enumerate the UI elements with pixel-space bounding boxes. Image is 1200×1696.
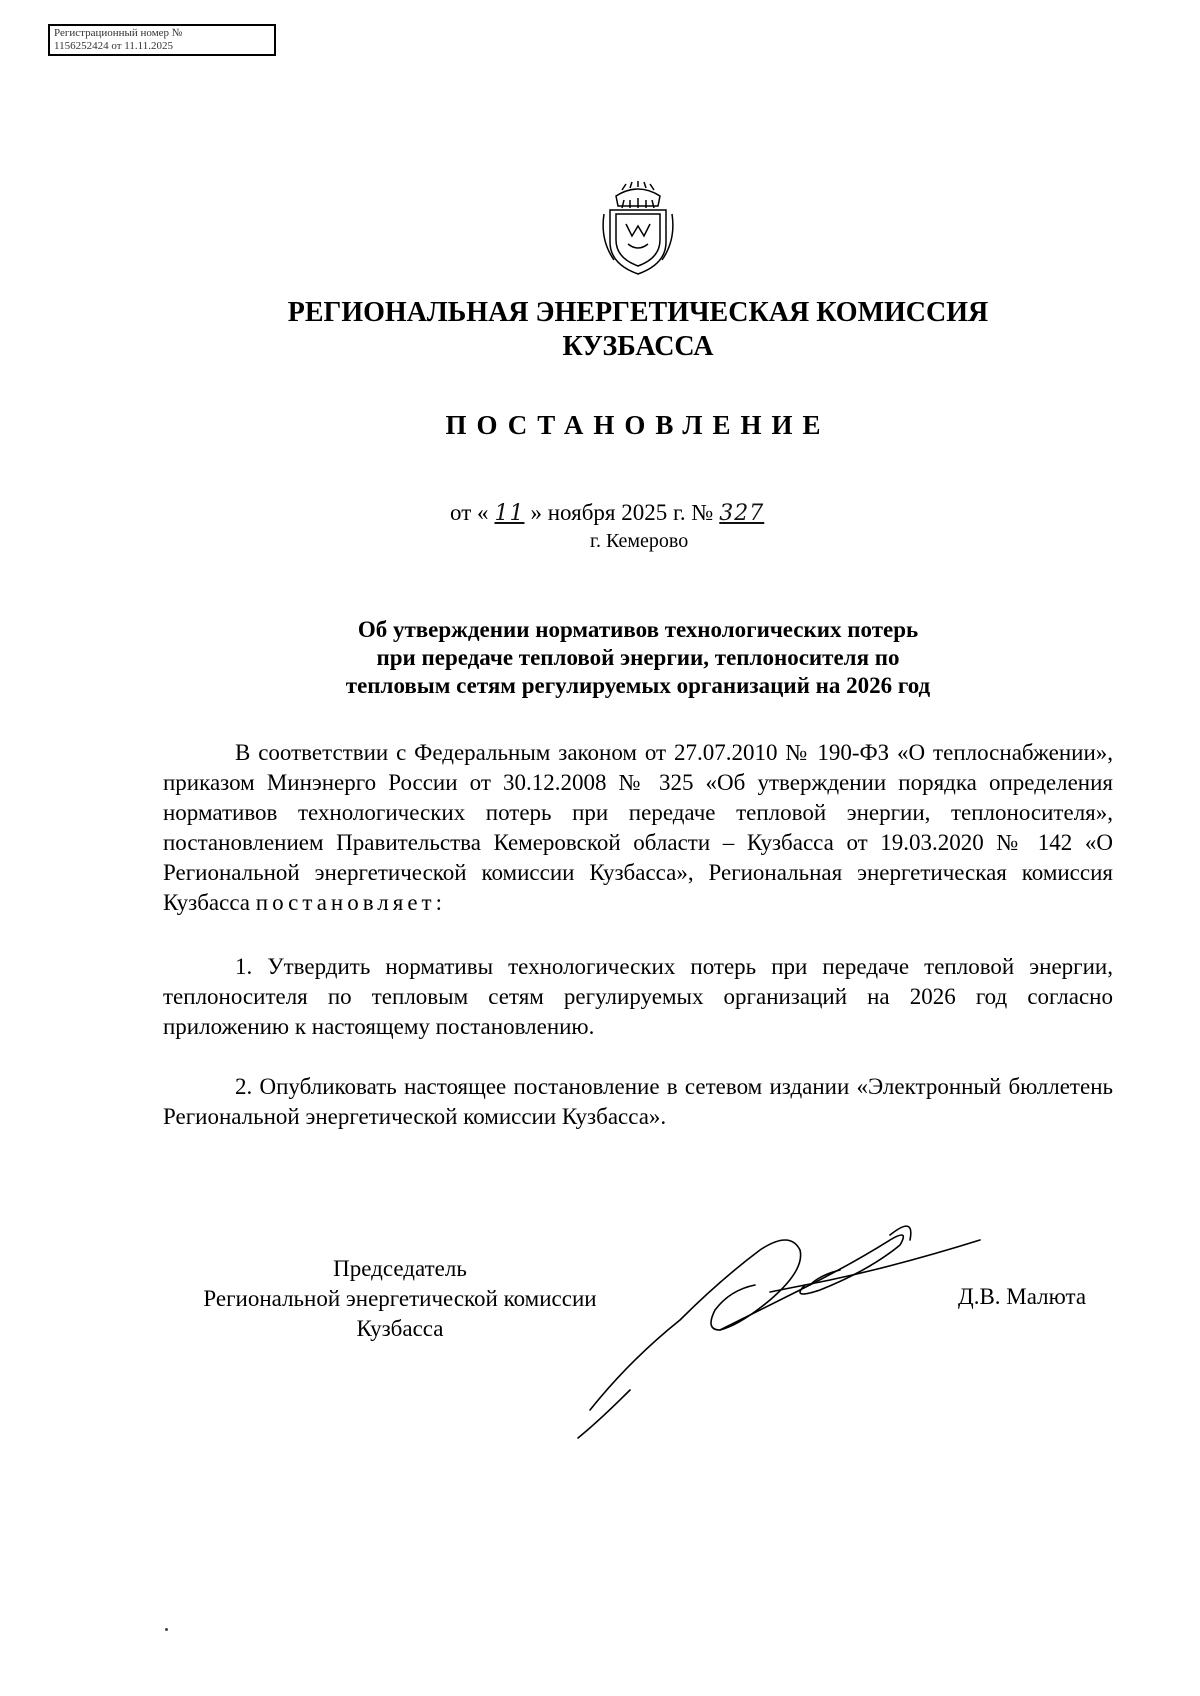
document-title-line3: тепловым сетям регулируемых организаций на 2026 год: [345, 673, 931, 698]
kuzbass-coat-of-arms-icon: [596, 180, 680, 276]
preamble-text: В соответствии с Федеральным законом от 27.07.2010 № 190-ФЗ «О теплоснабжении», приказом Минэнерго России от 30.12.2008 № 325 «Об утверждении порядка определения нормативов технологических потерь при передаче тепловой энергии, теплоносителя», постановлением Правительства Кемеровской области – Кузбасса от 19.03.2020 № 142 «О Региональной энергетической комиссии Кузбасса», Региональная энергетическая комиссия Кузбасса: [163, 740, 1113, 915]
preamble-paragraph: [163, 738, 1113, 918]
handwritten-signature: [570, 1210, 1040, 1460]
organization-name-line1: РЕГИОНАЛЬНАЯ ЭНЕРГЕТИЧЕСКАЯ КОМИССИЯ: [287, 297, 989, 328]
organization-name-line2: КУЗБАССА: [562, 331, 714, 362]
registration-stamp: [48, 24, 276, 56]
signatory-position-line2: Региональной энергетической комиссии: [203, 1286, 597, 1311]
document-type: ПОСТАНОВЛЕНИЕ: [445, 410, 831, 440]
signatory-position-line3: Кузбасса: [356, 1316, 444, 1341]
date-day-handwritten: 11: [494, 501, 525, 526]
decree-item-1: 1. Утвердить нормативы технологических потерь при передаче тепловой энергии, теплоносителя по тепловым сетям регулируемых организаций на 2026 год согласно приложению к настоящему постановлению.: [163, 954, 1113, 1039]
signatory-position-line1: Председатель: [333, 1256, 467, 1281]
registration-stamp-line1: Регистрационный номер №: [54, 27, 183, 39]
signatory-name: Д.В. Малюта: [958, 1284, 1087, 1309]
document-city: г. Кемерово: [590, 530, 689, 552]
date-middle: » ноября 2025 г. №: [530, 500, 714, 525]
document-title-line1: Об утверждении нормативов технологических потерь: [357, 617, 919, 642]
decree-word: постановляет:: [255, 890, 446, 915]
registration-stamp-line2: 1156252424 от 11.11.2025: [54, 40, 173, 52]
scan-speck: [165, 1628, 168, 1631]
decree-item-2: 2. Опубликовать настоящее постановление в сетевом издании «Электронный бюллетень Региональной энергетической комиссии Кузбасса».: [163, 1074, 1113, 1129]
date-prefix: от «: [450, 500, 489, 525]
document-title-line2: при передаче тепловой энергии, теплоносителя по: [376, 645, 900, 670]
document-date-line: [450, 500, 770, 526]
document-number-handwritten: 327: [719, 501, 765, 526]
